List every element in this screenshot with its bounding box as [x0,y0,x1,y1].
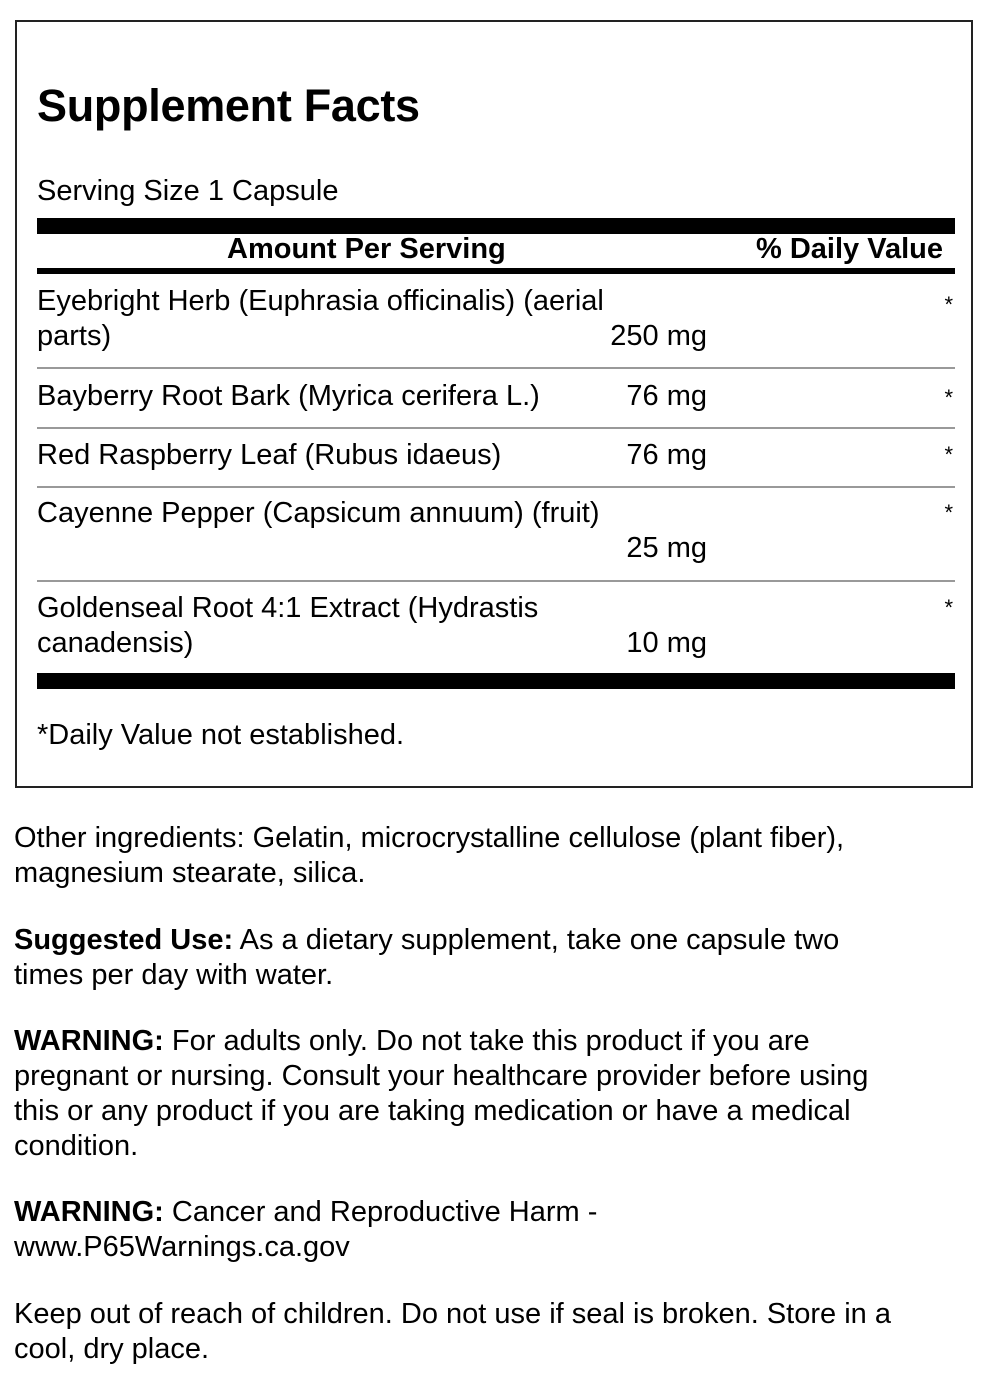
ingredient-name-line: parts) [37,320,112,352]
ingredient-name-line: Eyebright Herb (Euphrasia officinalis) (aerial [37,285,604,317]
ingredient-row [37,496,955,576]
suggested-use-label: Suggested Use: [14,924,234,956]
text-span: As a dietary supplement, take one capsule two [233,924,840,956]
ingredient-daily-value: * [944,442,953,467]
ingredient-name: Cayenne Pepper (Capsicum annuum) (fruit) [37,497,600,529]
panel-title: Supplement Facts [37,80,420,131]
ingredient-name-line: canadensis) [37,627,194,659]
prop65-url: www.P65Warnings.ca.gov [14,1231,350,1263]
ingredient-name: Bayberry Root Bark (Myrica cerifera L.) [37,380,540,412]
ingredient-row [37,284,955,370]
text-line: Keep out of reach of children. Do not use if seal is broken. Store in a [14,1298,891,1330]
text-line: Other ingredients: Gelatin, microcrystalline cellulose (plant fiber), [14,822,845,854]
ingredient-amount: 76 mg [626,439,707,471]
row-divider [37,367,955,369]
ingredient-amount: 25 mg [626,532,707,564]
warning-prop65 [14,1195,974,1265]
warning-label: WARNING: [14,1196,164,1228]
header-amount-per-serving: Amount Per Serving [227,233,506,265]
ingredient-name-line: Goldenseal Root 4:1 Extract (Hydrastis [37,592,539,624]
row-divider [37,427,955,429]
ingredient-amount: 76 mg [626,380,707,412]
warning-general [14,1024,974,1164]
ingredient-daily-value: * [944,500,953,525]
storage-instructions [14,1297,974,1367]
text-line: pregnant or nursing. Consult your healthcare provider before using [14,1060,869,1092]
ingredient-amount: 250 mg [610,320,707,352]
text-span: For adults only. Do not take this product if you are [163,1025,810,1057]
other-ingredients [14,821,974,891]
divider-thick-top [37,218,955,234]
divider-header [37,268,955,274]
ingredient-row [37,438,955,478]
ingredient-row [37,591,955,671]
ingredient-daily-value: * [944,595,953,620]
warning-label: WARNING: [14,1025,164,1057]
text-line [14,923,974,958]
ingredient-daily-value: * [944,385,953,410]
row-divider [37,486,955,488]
ingredient-name [37,284,637,354]
ingredient-daily-value: * [944,292,953,317]
divider-thick-bottom [37,673,955,689]
text-line: magnesium stearate, silica. [14,857,366,889]
ingredient-name: Red Raspberry Leaf (Rubus idaeus) [37,439,502,471]
suggested-use [14,923,974,993]
ingredient-amount: 10 mg [626,627,707,659]
text-line: cool, dry place. [14,1333,210,1365]
ingredient-row [37,379,955,419]
text-line: condition. [14,1130,139,1162]
text-line: this or any product if you are taking medication or have a medical [14,1095,851,1127]
text-line: times per day with water. [14,959,334,991]
header-daily-value: % Daily Value [756,233,943,265]
text-line [14,1195,974,1230]
ingredient-name [37,591,637,661]
text-span: Cancer and Reproductive Harm - [163,1196,598,1228]
daily-value-footnote: *Daily Value not established. [37,719,405,751]
text-line [14,1024,974,1059]
supplement-facts-panel [15,20,973,788]
serving-size: Serving Size 1 Capsule [37,175,339,207]
row-divider [37,580,955,582]
